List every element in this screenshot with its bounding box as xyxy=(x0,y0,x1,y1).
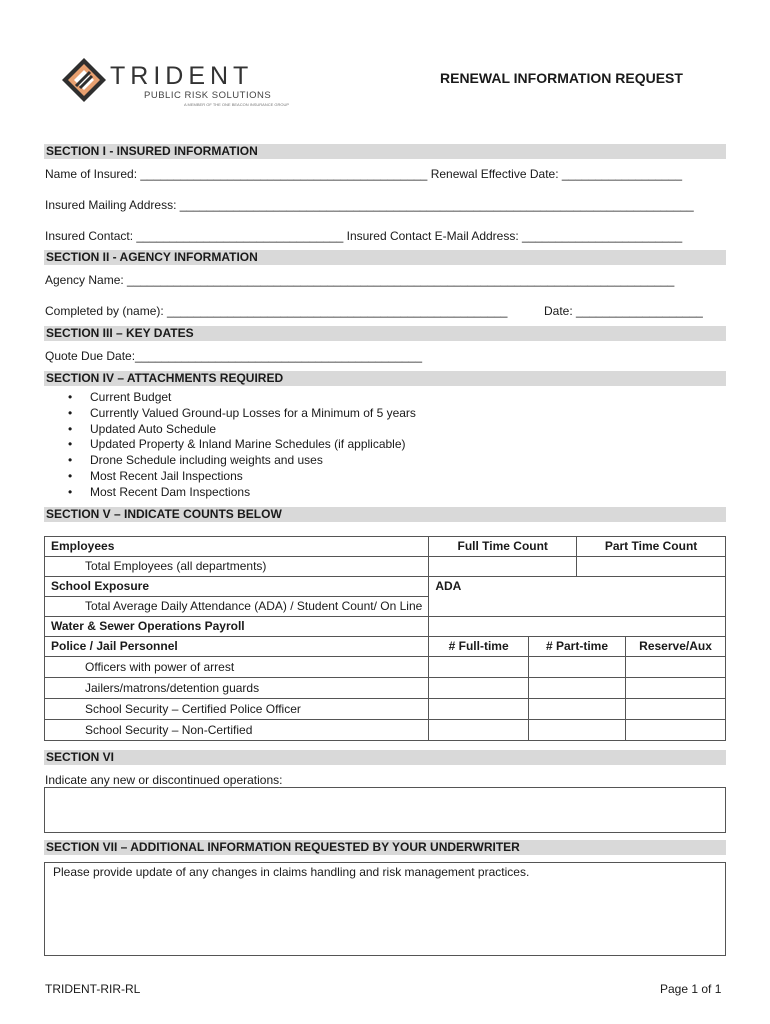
reserve-cell[interactable] xyxy=(626,699,726,720)
police-row-label: School Security – Non-Certified xyxy=(45,720,429,741)
part-time-cell[interactable] xyxy=(528,720,625,741)
section-6-header: SECTION VI xyxy=(44,750,726,765)
list-item: • Currently Valued Ground-up Losses for a Minimum of 5 years xyxy=(68,406,416,422)
insured-contact-field[interactable]: Insured Contact: _______________________________ Insured Contact E-Mail Address: ________________________ xyxy=(45,229,683,243)
part-time-cell[interactable] xyxy=(528,699,625,720)
trident-logo xyxy=(60,56,290,116)
attachments-list xyxy=(68,390,416,501)
table-row xyxy=(45,657,726,678)
list-item: • Current Budget xyxy=(68,390,416,406)
operations-textarea[interactable] xyxy=(44,787,726,833)
trident-diamond-icon xyxy=(60,56,108,104)
water-sewer-label: Water & Sewer Operations Payroll xyxy=(45,617,429,637)
full-time-header: # Full-time xyxy=(429,637,529,657)
operations-prompt: Indicate any new or discontinued operations: xyxy=(45,773,283,787)
part-time-cell[interactable] xyxy=(528,657,625,678)
school-exposure-label: School Exposure xyxy=(45,577,429,597)
full-time-cell[interactable] xyxy=(429,657,529,678)
list-item: • Most Recent Jail Inspections xyxy=(68,469,416,485)
logo-subtitle: PUBLIC RISK SOLUTIONS xyxy=(144,90,272,101)
part-time-header: # Part-time xyxy=(528,637,625,657)
counts-table xyxy=(44,536,726,741)
section-1-header: SECTION I - INSURED INFORMATION xyxy=(44,144,726,159)
total-employees-label: Total Employees (all departments) xyxy=(45,557,429,577)
page-number: Page 1 of 1 xyxy=(660,982,722,996)
completed-by-field[interactable]: Completed by (name): ___________________________________________________ xyxy=(45,304,508,318)
list-item: • Updated Auto Schedule xyxy=(68,422,416,438)
quote-due-date-field[interactable]: Quote Due Date:___________________________________________ xyxy=(45,349,423,363)
reserve-cell[interactable] xyxy=(626,720,726,741)
ada-value-cell[interactable] xyxy=(429,597,726,617)
section-5-header: SECTION V – INDICATE COUNTS BELOW xyxy=(44,507,726,522)
section-7-header: SECTION VII – ADDITIONAL INFORMATION REQUESTED BY YOUR UNDERWRITER xyxy=(44,840,726,855)
police-row-label: Jailers/matrons/detention guards xyxy=(45,678,429,699)
table-row xyxy=(45,557,726,577)
reserve-cell[interactable] xyxy=(626,657,726,678)
full-time-cell[interactable] xyxy=(429,699,529,720)
reserve-aux-header: Reserve/Aux xyxy=(626,637,726,657)
part-time-count-cell[interactable] xyxy=(577,557,726,577)
part-time-cell[interactable] xyxy=(528,678,625,699)
section-2-header: SECTION II - AGENCY INFORMATION xyxy=(44,250,726,265)
police-row-label: School Security – Certified Police Officer xyxy=(45,699,429,720)
logo-wordmark: TRIDENT xyxy=(110,62,254,90)
water-sewer-cell[interactable] xyxy=(429,617,726,637)
list-item: • Drone Schedule including weights and uses xyxy=(68,453,416,469)
logo-fine-print: A MEMBER OF THE ONE BEACON INSURANCE GROUP xyxy=(184,102,290,107)
table-row xyxy=(45,537,726,557)
table-row xyxy=(45,617,726,637)
document-title: RENEWAL INFORMATION REQUEST xyxy=(440,70,683,86)
section-4-header: SECTION IV – ATTACHMENTS REQUIRED xyxy=(44,371,726,386)
full-time-count-header: Full Time Count xyxy=(429,537,577,557)
table-row xyxy=(45,699,726,720)
list-item: • Updated Property & Inland Marine Schedules (if applicable) xyxy=(68,437,416,453)
list-item: • Most Recent Dam Inspections xyxy=(68,485,416,501)
full-time-cell[interactable] xyxy=(429,678,529,699)
agency-name-field[interactable]: Agency Name: __________________________________________________________________________________ xyxy=(45,273,675,287)
full-time-cell[interactable] xyxy=(429,720,529,741)
completed-date-field[interactable]: Date: ___________________ xyxy=(544,304,703,318)
table-row xyxy=(45,577,726,597)
mailing-address-field[interactable]: Insured Mailing Address: _____________________________________________________________________________ xyxy=(45,198,694,212)
name-of-insured-field[interactable]: Name of Insured: ___________________________________________ Renewal Effective Date: __________________ xyxy=(45,167,682,181)
police-jail-label: Police / Jail Personnel xyxy=(45,637,429,657)
part-time-count-header: Part Time Count xyxy=(577,537,726,557)
table-row xyxy=(45,678,726,699)
underwriter-prompt: Please provide update of any changes in claims handling and risk management practices. xyxy=(53,865,530,879)
employees-label: Employees xyxy=(45,537,429,557)
police-row-label: Officers with power of arrest xyxy=(45,657,429,678)
section-3-header: SECTION III – KEY DATES xyxy=(44,326,726,341)
full-time-count-cell[interactable] xyxy=(429,557,577,577)
ada-label: ADA xyxy=(429,577,726,597)
ada-row-label: Total Average Daily Attendance (ADA) / Student Count/ On Line xyxy=(45,597,429,617)
table-row xyxy=(45,637,726,657)
table-row xyxy=(45,720,726,741)
table-row xyxy=(45,597,726,617)
form-code: TRIDENT-RIR-RL xyxy=(45,982,141,996)
underwriter-textarea[interactable] xyxy=(44,862,726,956)
reserve-cell[interactable] xyxy=(626,678,726,699)
